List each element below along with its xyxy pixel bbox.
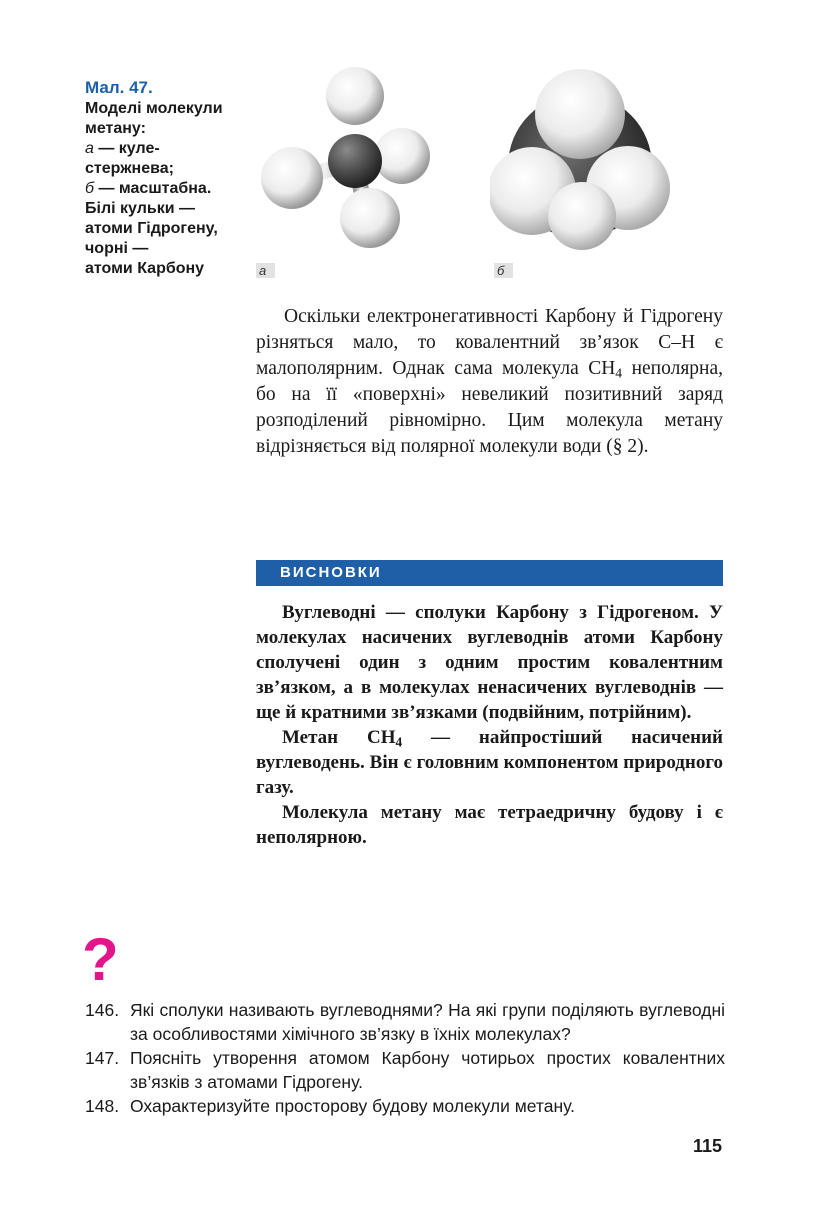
conclusions-block — [256, 600, 723, 850]
question-item — [85, 1046, 725, 1094]
caption-line: чорні — — [85, 240, 149, 257]
subscript: 4 — [395, 734, 403, 750]
conclusions-heading: ВИСНОВКИ — [256, 560, 723, 586]
question-number: 146. — [85, 1000, 120, 1020]
figure-label-b: б — [494, 263, 513, 278]
questions-list — [85, 998, 725, 1118]
space-filling-model-image — [490, 66, 675, 251]
caption-line — [85, 139, 245, 159]
question-text: Які сполуки називають вуглеводнями? На які групи поділяють вуглеводні за особливостями хімічного зв’язку в їхніх молекулах? — [130, 1000, 725, 1044]
question-text: Охарактеризуйте просторову будову молекули метану. — [130, 1096, 576, 1116]
paragraph-text: Оскільки електронегативності Карбону й Гідрогену різняться мало, то ковалентний зв’язок С–Н є малополярним. Однак сама молекула СН — [256, 306, 723, 379]
question-number: 147. — [85, 1048, 120, 1068]
caption-text-a: — куле- — [93, 140, 160, 157]
caption-line: атоми Гідрогену, — [85, 220, 218, 237]
caption-line: метану: — [85, 120, 146, 137]
ball-and-stick-model-image — [252, 66, 442, 251]
page-number: 115 — [692, 1136, 722, 1156]
body-paragraph — [256, 304, 723, 460]
question-text: Поясніть утворення атомом Карбону чотирьох простих ковалентних зв’язків з атомами Гідрогену. — [130, 1048, 725, 1092]
question-item — [85, 1094, 725, 1118]
caption-line: Білі кульки — — [85, 200, 195, 217]
paragraph-text: неполярна, бо на її «поверхні» невеликий позитивний заряд розподілений рівномірно. Цим молекула метану відрізняється від полярної молекули води (§ 2). — [256, 358, 724, 457]
caption-line: стержнева; — [85, 160, 174, 177]
question-item — [85, 998, 725, 1046]
caption-marker-b: б — [85, 180, 94, 197]
caption-line: атоми Карбону — [85, 260, 205, 277]
conclusion-paragraph: Вуглеводні — сполуки Карбону з Гідрогеном. У молекулах насичених вуглеводнів атоми Карбону сполучені один з одним простим ковалентним зв’язком, а в молекулах ненасичених вуглеводнів — ще й кратними зв’язками (подвійним, потрійним). — [256, 602, 723, 723]
question-mark-icon: ? — [82, 926, 119, 993]
conclusion-paragraph — [256, 725, 723, 800]
figure-title: Мал. 47. — [85, 78, 153, 97]
caption-line: Моделі молекули — [85, 100, 223, 117]
caption-line — [85, 179, 245, 199]
subscript: 4 — [615, 365, 623, 381]
conclusion-text: — найпростіший насичений вуглеводень. Він є головним компонентом природного газу. — [256, 727, 723, 798]
figure-label-a: а — [256, 263, 275, 278]
figure-caption — [85, 78, 245, 279]
conclusion-paragraph: Молекула метану має тетраедричну будову і є неполярною. — [256, 802, 723, 848]
caption-marker-a: а — [85, 140, 94, 157]
conclusion-text: Метан СН — [282, 727, 396, 748]
caption-text-b: — масштабна. — [94, 180, 212, 197]
question-number: 148. — [85, 1096, 120, 1116]
